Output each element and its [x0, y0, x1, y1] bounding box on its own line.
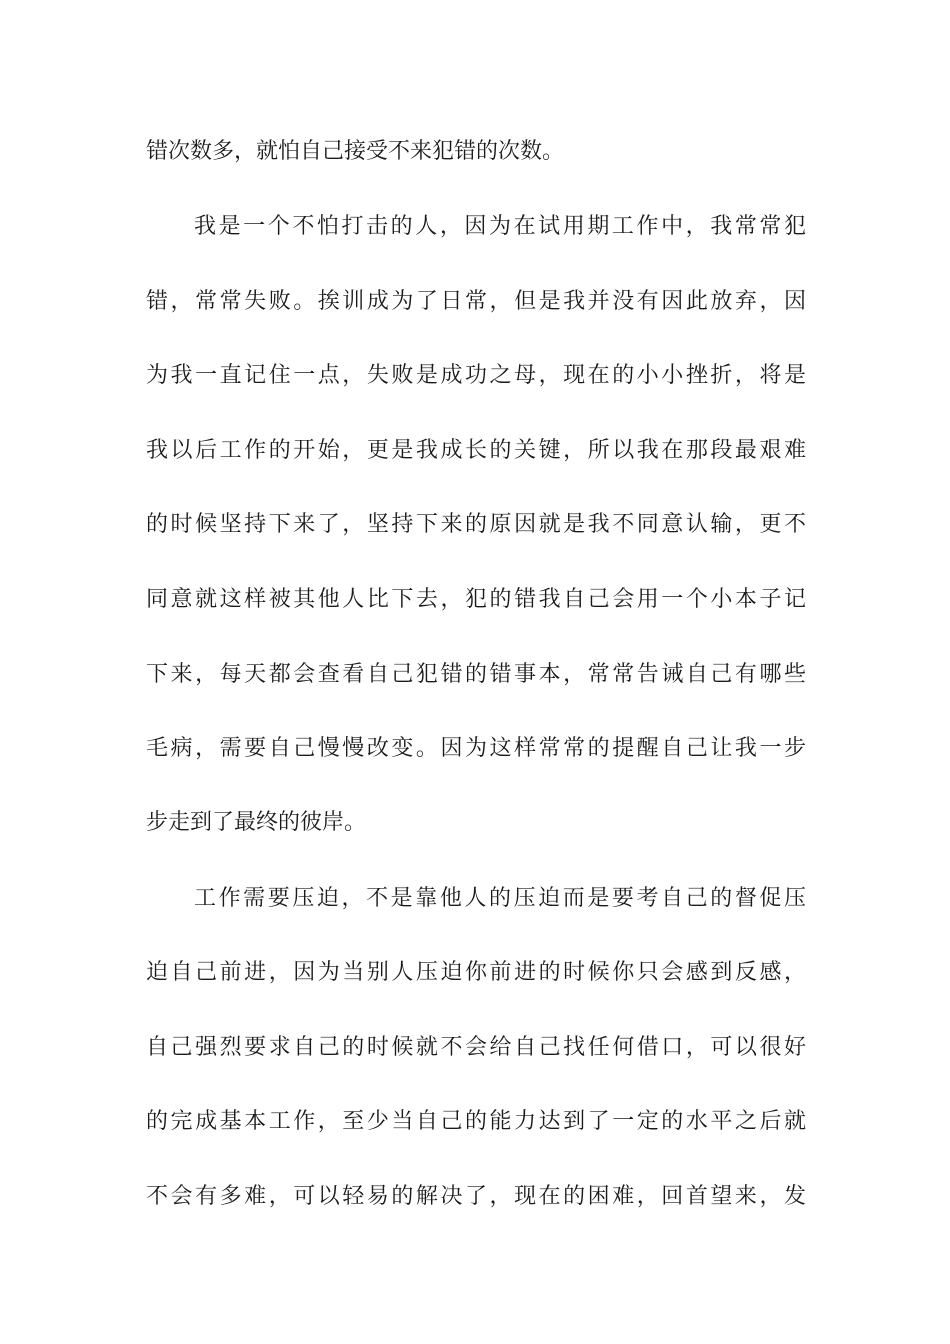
text-line: 的完成基本工作，至少当自己的能力达到了一定的水平之后就 [146, 1109, 806, 1134]
text-line: 我是一个不怕打击的人，因为在试用期工作中，我常常犯 [194, 214, 806, 239]
text-line: 不会有多难，可以轻易的解决了，现在的困难，回首望来，发 [146, 1184, 806, 1209]
text-line: 错次数多，就怕自己接受不来犯错的次数。 [146, 139, 565, 164]
text-line: 为我一直记住一点，失败是成功之母，现在的小小挫折，将是 [146, 363, 806, 388]
text-line: 下来，每天都会查看自己犯错的错事本，常常告诫自己有哪些 [146, 662, 806, 687]
text-line: 自己强烈要求自己的时候就不会给自己找任何借口，可以很好 [146, 1035, 806, 1060]
text-line: 步走到了最终的彼岸。 [146, 810, 367, 835]
text-line: 迫自己前进，因为当别人压迫你前进的时候你只会感到反感， [146, 960, 806, 985]
text-line: 工作需要压迫，不是靠他人的压迫而是要考自己的督促压 [194, 886, 806, 911]
text-line: 的时候坚持下来了，坚持下来的原因就是我不同意认输，更不 [146, 512, 806, 537]
text-line: 我以后工作的开始，更是我成长的关键，所以我在那段最艰难 [146, 438, 806, 463]
text-line: 毛病，需要自己慢慢改变。因为这样常常的提醒自己让我一步 [146, 736, 806, 761]
text-line: 同意就这样被其他人比下去，犯的错我自己会用一个小本子记 [146, 587, 806, 612]
text-line: 错，常常失败。挨训成为了日常，但是我并没有因此放弃，因 [146, 289, 806, 314]
